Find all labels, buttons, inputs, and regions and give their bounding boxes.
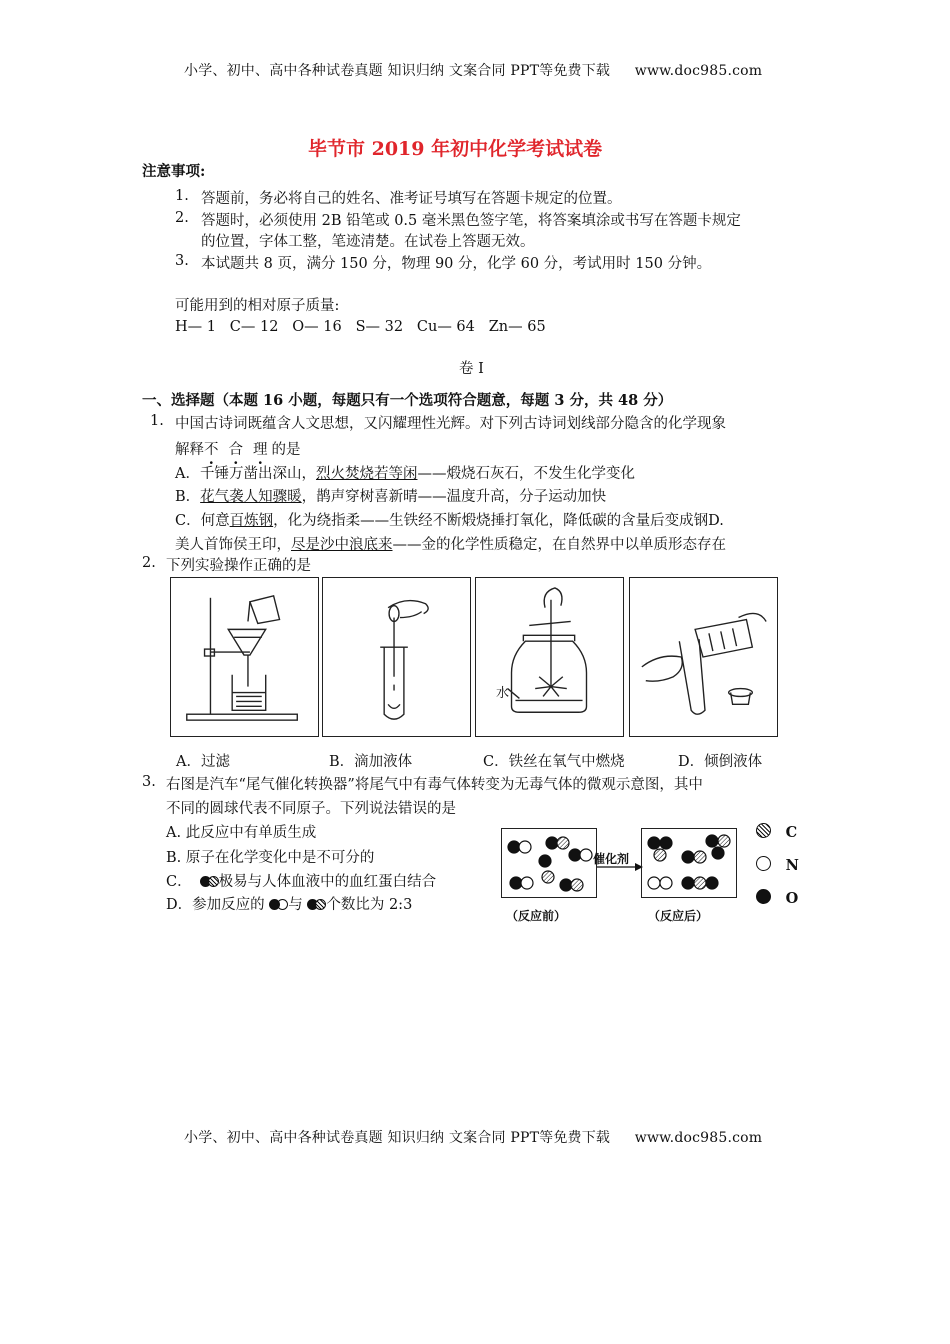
q1-a-prefix: A．千锤万凿出深山， xyxy=(175,466,316,482)
legend-nitrogen xyxy=(756,856,799,874)
q3-stem-line1: 右图是汽车“尾气催化转换器”将尾气中有毒气体转变为无毒气体的微观示意图，其中 xyxy=(166,777,703,793)
reaction-before-box xyxy=(501,828,597,898)
notice-item-3: 本试题共 8 页，满分 150 分，物理 90 分，化学 60 分，考试用时 150 分钟。 xyxy=(201,256,712,272)
q3-stem-line2: 不同的圆球代表不同原子。下列说法错误的是 xyxy=(166,801,456,817)
q1-c-underline: 百炼钢 xyxy=(229,513,274,529)
atomic-heading: 可能用到的相对原子质量: xyxy=(175,298,340,314)
notice-item-1: 答题前，务必将自己的姓名、准考证号填写在答题卡规定的位置。 xyxy=(201,191,622,207)
carbon-atom-icon xyxy=(756,823,771,838)
before-molecules xyxy=(502,829,598,899)
notice-item-2-line1: 答题时，必须使用 2B 铅笔或 0.5 毫米黑色签字笔，将答案填涂或书写在答题卡规定 xyxy=(201,213,741,229)
section-heading: 一、选择题（本题 16 小题，每题只有一个选项符合题意，每题 3 分，共 48 分） xyxy=(142,392,673,409)
legend-oxygen xyxy=(756,889,798,907)
legend-n-label: N xyxy=(785,857,799,874)
footer-site: www.doc985.com xyxy=(634,1130,763,1146)
q1-b-suffix: ，鹊声穿树喜新晴——温度升高，分子运动加快 xyxy=(301,489,607,505)
q1-stem-suffix: 的是 xyxy=(271,442,301,458)
figure-pouring xyxy=(629,577,778,737)
q1-num: 1. xyxy=(150,413,164,429)
before-label: （反应前） xyxy=(506,909,567,923)
no-molecule-icon xyxy=(269,897,288,913)
co-molecule-icon xyxy=(200,874,219,890)
q1-stem-line1: 中国古诗词既蕴含人文思想，又闪耀理性光辉。对下列古诗词划线部分隐含的化学现象 xyxy=(175,416,726,432)
q3-c-suffix: 极易与人体血液中的血红蛋白结合 xyxy=(218,874,437,890)
notice-item-3-num: 3. xyxy=(175,253,189,269)
volume-label: 卷 I xyxy=(459,361,484,377)
q3-option-a: A. 此反应中有单质生成 xyxy=(166,825,317,841)
nitrogen-atom-icon xyxy=(756,856,771,871)
legend-c-label: C xyxy=(785,824,798,841)
banner-site: www.doc985.com xyxy=(634,63,763,79)
q3-c-prefix: C． xyxy=(166,874,192,890)
filtration-drawing xyxy=(171,578,318,736)
atomic-masses: H— 1 C— 12 O— 16 S— 32 Cu— 64 Zn— 65 xyxy=(175,319,546,335)
figure-filtration xyxy=(170,577,319,737)
q1-stem-line2 xyxy=(175,438,301,459)
oxygen-atom-icon xyxy=(756,889,771,904)
figure-dropper xyxy=(322,577,471,737)
footer-banner xyxy=(184,1127,762,1147)
catalyst-label: 催化剂 xyxy=(593,852,630,866)
page-title: 毕节市 2019 年初中化学考试试卷 xyxy=(308,138,603,160)
q1-option-b xyxy=(175,485,606,506)
pouring-drawing xyxy=(630,578,777,736)
water-label: 水 xyxy=(496,686,510,701)
q3-option-d xyxy=(166,893,412,914)
figure-iron-burning xyxy=(475,577,624,737)
q3-num: 3. xyxy=(142,774,156,790)
q1-d-underline: 尽是沙中浪底来 xyxy=(291,537,393,553)
notice-heading: 注意事项: xyxy=(142,163,206,180)
header-banner xyxy=(184,60,762,80)
footer-text: 小学、初中、高中各种试卷真题 知识归纳 文案合同 PPT等免费下载 xyxy=(184,1130,611,1146)
emphasis-char-3: 理 xyxy=(253,442,268,458)
q1-c-suffix: ，化为绕指柔——生铁经不断煅烧捶打氧化，降低碳的含量后变成钢D. xyxy=(273,513,724,529)
q2-stem: 下列实验操作正确的是 xyxy=(166,558,311,574)
q1-b-underline: 花气袭人知骤暖 xyxy=(200,489,302,505)
reaction-after-box xyxy=(641,828,737,898)
banner-text: 小学、初中、高中各种试卷真题 知识归纳 文案合同 PPT等免费下载 xyxy=(184,63,611,79)
notice-item-1-num: 1. xyxy=(175,188,189,204)
q1-option-d xyxy=(175,533,726,554)
emphasis-char-2: 合 xyxy=(228,442,243,458)
q3-option-b: B. 原子在化学变化中是不可分的 xyxy=(166,850,375,866)
iron-burning-drawing xyxy=(476,578,623,736)
q1-a-underline: 烈火焚烧若等闲 xyxy=(315,466,418,482)
emphasis-char-1: 不 xyxy=(204,442,219,458)
q1-d-suffix: ——金的化学性质稳定，在自然界中以单质形态存在 xyxy=(392,537,726,553)
q2-option-b: B．滴加液体 xyxy=(329,754,413,770)
q2-option-a: A．过滤 xyxy=(176,754,230,770)
q1-d-prefix: 美人首饰侯王印， xyxy=(175,537,291,553)
q1-stem-prefix: 解释 xyxy=(175,442,204,458)
after-molecules xyxy=(642,829,738,899)
q1-c-prefix: C．何意 xyxy=(175,513,230,529)
q3-d-suffix: 个数比为 2:3 xyxy=(326,897,413,913)
q3-d-mid: 与 xyxy=(288,897,308,913)
after-label: （反应后） xyxy=(648,909,709,923)
q1-option-c xyxy=(175,509,724,530)
notice-item-2-line2: 的位置，字体工整，笔迹清楚。在试卷上答题无效。 xyxy=(201,234,535,250)
legend-carbon xyxy=(756,823,797,841)
q3-d-prefix: D．参加反应的 xyxy=(166,897,270,913)
dropper-drawing xyxy=(323,578,470,736)
co-molecule-icon-2 xyxy=(307,897,326,913)
q3-option-c xyxy=(166,870,436,891)
legend-o-label: O xyxy=(785,890,799,907)
q2-option-c: C．铁丝在氧气中燃烧 xyxy=(483,754,625,770)
q2-num: 2. xyxy=(142,555,156,571)
q2-option-d: D．倾倒液体 xyxy=(678,754,763,770)
reaction-arrow-icon xyxy=(597,862,643,872)
notice-item-2-num: 2. xyxy=(175,210,189,226)
q1-b-prefix: B． xyxy=(175,489,201,505)
q1-a-suffix: ——煅烧石灰石，不发生化学变化 xyxy=(417,466,635,482)
q1-option-a xyxy=(175,462,635,483)
